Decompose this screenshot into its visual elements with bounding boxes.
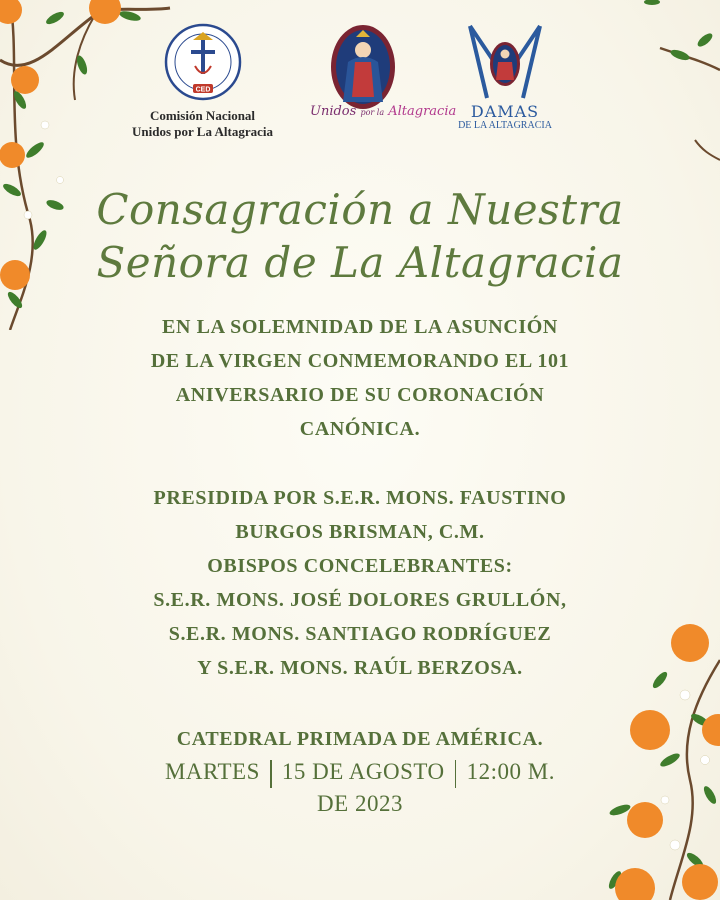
schedule-year: DE 2023 [317,791,403,816]
separator-bar [455,760,457,788]
presider-line: S.E.R. MONS. JOSÉ DOLORES GRULLÓN, [153,589,567,611]
virgin-altagracia-image-icon [328,22,398,112]
unidos-logo [300,22,457,142]
presider-line: PRESIDIDA POR S.E.R. MONS. FAUSTINO [153,487,567,509]
orange-branch-top-right [640,0,720,190]
presider-line: BURGOS BRISMAN, C.M. [235,521,485,543]
unidos-small: por la [360,108,385,117]
description-line: CANÓNICA. [299,418,421,440]
ced-badge-text: CED [195,86,210,94]
marian-monogram-icon [462,18,548,110]
schedule-date: 15 DE AGOSTO [281,759,445,784]
description-line: DE LA VIRGEN CONMEMORANDO EL 101 [150,350,570,372]
presider-line: OBISPOS CONCELEBRANTES: [207,555,513,577]
ced-logo [115,22,290,140]
schedule-day: MARTES [164,759,260,784]
schedule-time: 12:00 M. [466,759,556,784]
presider-line: S.E.R. MONS. SANTIAGO RODRÍGUEZ [168,623,552,645]
description-line: ANIVERSARIO DE SU CORONACIÓN [175,384,545,406]
presider-line: Y S.E.R. MONS. RAÚL BERZOSA. [197,657,523,679]
damas-subtitle: DE LA ALTAGRACIA [458,120,552,131]
page-title-line2: Señora de La Altagracia [96,238,624,287]
ced-caption-line1: Comisión Nacional [149,108,256,123]
ced-caption-line2: Unidos por La Altagracia [132,124,273,139]
damas-logo [455,18,555,132]
venue: CATEDRAL PRIMADA DE AMÉRICA. [176,728,544,750]
unidos-altagracia: Altagracia [388,104,457,119]
presiders-block [60,481,660,685]
page-title-line1: Consagración a Nuestra [96,185,624,234]
schedule-line [60,756,660,788]
unidos-script-text [310,104,457,119]
ced-seal-icon [163,22,243,102]
description-line: EN LA SOLEMNIDAD DE LA ASUNCIÓN [162,316,558,338]
description-block [60,310,660,446]
separator-bar [270,760,272,788]
damas-title: DAMAS [470,102,540,121]
unidos-word: Unidos [310,104,357,119]
